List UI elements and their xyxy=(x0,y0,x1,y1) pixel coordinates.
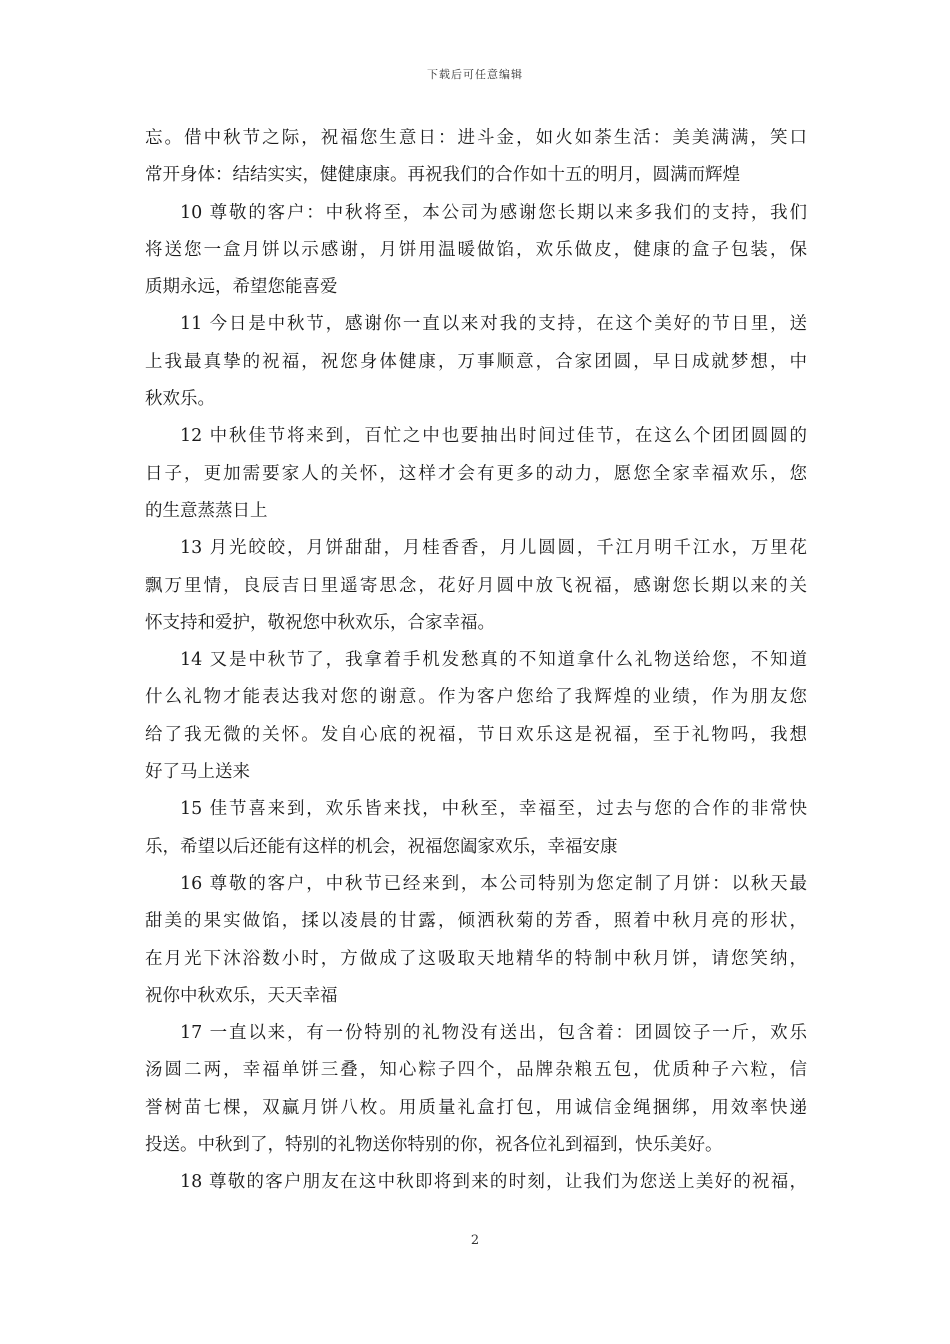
paragraph-line: 给了我无微的关怀。发自心底的祝福，节日欢乐这是祝福，至于礼物吗，我想 xyxy=(145,724,807,745)
paragraph-line: 忘。借中秋节之际，祝福您生意日：进斗金，如火如荼生活：美美满满，笑口 xyxy=(145,128,807,148)
paragraph-line: 15 佳节喜来到，欢乐皆来找，中秋至，幸福至，过去与您的合作的非常快 xyxy=(180,799,807,820)
paragraph-line: 质期永远，希望您能喜爱 xyxy=(145,277,338,298)
paragraph-line: 12 中秋佳节将来到，百忙之中也要抽出时间过佳节，在这么个团团圆圆的 xyxy=(180,426,807,447)
paragraph xyxy=(145,306,807,418)
paragraph xyxy=(145,195,807,307)
paragraph-line: 14 又是中秋节了，我拿着手机发愁真的不知道拿什么礼物送给您，不知道 xyxy=(180,650,807,671)
paragraph-line: 17 一直以来，有一份特别的礼物没有送出，包含着：团圆饺子一斤，欢乐 xyxy=(180,1023,807,1044)
paragraph-line: 飘万里情，良辰吉日里遥寄思念，花好月圆中放飞祝福，感谢您长期以来的关 xyxy=(145,575,807,596)
paragraph xyxy=(145,866,807,1015)
paragraph-line: 10 尊敬的客户：中秋将至，本公司为感谢您长期以来多我们的支持，我们 xyxy=(180,202,807,223)
paragraph-line: 祝你中秋欢乐，天天幸福 xyxy=(145,985,338,1006)
paragraph-line: 将送您一盒月饼以示感谢，月饼用温暖做馅，欢乐做皮，健康的盒子包装，保 xyxy=(145,239,807,260)
paragraph xyxy=(145,418,807,530)
page-number: 2 xyxy=(470,1233,480,1248)
paragraph-line: 18 尊敬的客户朋友在这中秋即将到来的时刻，让我们为您送上美好的祝福， xyxy=(180,1172,807,1193)
paragraph-line: 誉树苗七棵，双赢月饼八枚。用质量礼盒打包，用诚信金绳捆绑，用效率快递 xyxy=(145,1097,807,1118)
paragraph-line: 16 尊敬的客户，中秋节已经来到，本公司特别为您定制了月饼：以秋天最 xyxy=(180,873,807,894)
paragraph-line: 在月光下沐浴数小时，方做成了这吸取天地精华的特制中秋月饼，请您笑纳， xyxy=(145,948,807,969)
paragraph-line: 日子，更加需要家人的关怀，这样才会有更多的动力，愿您全家幸福欢乐，您 xyxy=(145,463,807,484)
paragraph-line: 怀支持和爱护，敬祝您中秋欢乐，合家幸福。 xyxy=(145,612,495,633)
paragraph xyxy=(145,1164,807,1201)
paragraph-line: 13 月光皎皎，月饼甜甜，月桂香香，月儿圆圆，千江月明千江水，万里花 xyxy=(180,538,807,559)
paragraph xyxy=(145,530,807,642)
paragraph-line: 常开身体：结结实实，健健康康。再祝我们的合作如十五的明月，圆满而辉煌 xyxy=(145,165,740,186)
paragraph-line: 汤圆二两，幸福单饼三叠，知心粽子四个，品牌杂粮五包，优质种子六粒，信 xyxy=(145,1060,807,1081)
paragraph-line: 11 今日是中秋节，感谢你一直以来对我的支持，在这个美好的节日里，送 xyxy=(180,314,807,335)
paragraph-line: 的生意蒸蒸日上 xyxy=(145,500,268,521)
paragraph-line: 秋欢乐。 xyxy=(145,389,215,410)
paragraph-line: 投送。中秋到了，特别的礼物送你特别的你，祝各位礼到福到，快乐美好。 xyxy=(145,1135,723,1156)
paragraph xyxy=(145,1015,807,1164)
paragraph-line: 上我最真挚的祝福，祝您身体健康，万事顺意，合家团圆，早日成就梦想，中 xyxy=(145,351,807,372)
document-body xyxy=(145,120,807,1202)
paragraph-line: 乐，希望以后还能有这样的机会，祝福您阖家欢乐，幸福安康 xyxy=(145,836,618,857)
paragraph xyxy=(145,791,807,866)
paragraph-line: 好了马上送来 xyxy=(145,762,250,783)
page-header: 下载后可任意编辑 xyxy=(427,68,523,81)
paragraph-line: 甜美的果实做馅，揉以凌晨的甘露，倾洒秋菊的芳香，照着中秋月亮的形状， xyxy=(145,911,807,932)
paragraph xyxy=(145,642,807,791)
paragraph xyxy=(145,120,807,195)
paragraph-line: 什么礼物才能表达我对您的谢意。作为客户您给了我辉煌的业绩，作为朋友您 xyxy=(145,687,807,708)
